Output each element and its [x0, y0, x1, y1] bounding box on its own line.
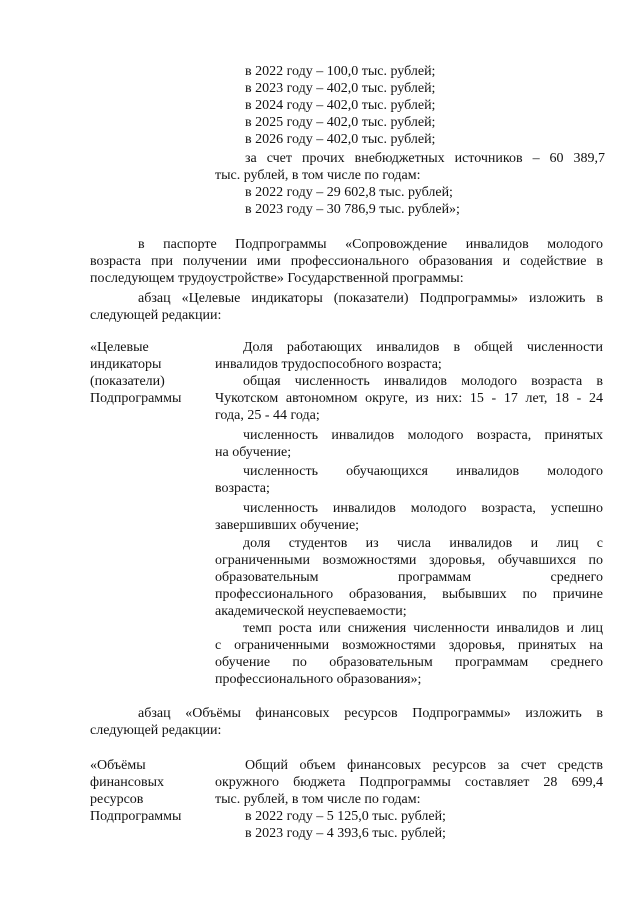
text-line: за счет прочих внебюджетных источников – 60 389,7 — [245, 151, 605, 166]
volumes-line: в 2022 году – 5 125,0 тыс. рублей; — [245, 809, 446, 824]
indicator-line: Доля работающих инвалидов в общей численности — [243, 340, 603, 355]
paragraph-line: абзац «Объёмы финансовых ресурсов Подпрограммы» изложить в — [138, 706, 603, 721]
paragraph-line: в паспорте Подпрограммы «Сопровождение инвалидов молодого — [138, 237, 603, 252]
paragraph-line: следующей редакции: — [90, 308, 222, 323]
text-line: в 2024 году – 402,0 тыс. рублей; — [245, 98, 436, 113]
indicator-line: на обучение; — [215, 445, 292, 460]
indicator-line: доля студентов из числа инвалидов и лиц с — [243, 536, 603, 551]
text-line: в 2022 году – 29 602,8 тыс. рублей; — [245, 185, 453, 200]
volumes-label: Подпрограммы — [90, 809, 182, 824]
indicator-line: профессионального образования, выбывших по причине — [215, 587, 603, 602]
paragraph-line: абзац «Целевые индикаторы (показатели) Подпрограммы» изложить в — [138, 291, 603, 306]
indicator-line: обучение по образовательным программам среднего — [215, 655, 603, 670]
indicator-line: профессионального образования»; — [215, 672, 422, 687]
indicators-label: (показатели) — [90, 374, 165, 389]
indicator-line: образовательным программам среднего — [215, 570, 603, 585]
indicator-line: общая численность инвалидов молодого возраста в — [243, 374, 603, 389]
indicator-line: инвалидов трудоспособного возраста; — [215, 357, 442, 372]
indicator-line: года, 25 - 44 года; — [215, 408, 320, 423]
text-line: в 2026 году – 402,0 тыс. рублей; — [245, 132, 436, 147]
indicators-label: Подпрограммы — [90, 391, 182, 406]
paragraph-line: последующем трудоустройстве» Государственной программы: — [90, 271, 464, 286]
indicator-line: завершивших обучение; — [215, 518, 360, 533]
volumes-label: «Объёмы — [90, 758, 146, 773]
text-line: тыс. рублей, в том числе по годам: — [215, 168, 421, 183]
indicator-line: академической неуспеваемости; — [215, 604, 407, 619]
indicator-line: Чукотском автономном округе, из них: 15 - 17 лет, 18 - 24 — [215, 391, 603, 406]
volumes-label: финансовых — [90, 775, 164, 790]
text-line: в 2023 году – 402,0 тыс. рублей; — [245, 81, 436, 96]
text-line: в 2023 году – 30 786,9 тыс. рублей»; — [245, 202, 460, 217]
paragraph-line: возраста при получении ими профессионального образования и содействие в — [90, 254, 603, 269]
indicators-label: «Целевые — [90, 340, 149, 355]
volumes-label: ресурсов — [90, 792, 144, 807]
indicator-line: возраста; — [215, 481, 270, 496]
text-line: в 2022 году – 100,0 тыс. рублей; — [245, 64, 436, 79]
volumes-line: Общий объем финансовых ресурсов за счет средств — [245, 758, 603, 773]
paragraph-line: следующей редакции: — [90, 723, 222, 738]
indicator-line: темп роста или снижения численности инвалидов и лиц — [243, 621, 603, 636]
indicator-line: численность инвалидов молодого возраста, успешно — [243, 501, 603, 516]
volumes-line: в 2023 году – 4 393,6 тыс. рублей; — [245, 826, 446, 841]
text-line: в 2025 году – 402,0 тыс. рублей; — [245, 115, 436, 130]
indicators-label: индикаторы — [90, 357, 162, 372]
volumes-line: тыс. рублей, в том числе по годам: — [215, 792, 421, 807]
indicator-line: с ограниченными возможностями здоровья, принятых на — [215, 638, 603, 653]
indicator-line: численность обучающихся инвалидов молодого — [243, 464, 603, 479]
indicator-line: численность инвалидов молодого возраста, принятых — [243, 428, 603, 443]
volumes-line: окружного бюджета Подпрограммы составляет 28 699,4 — [215, 775, 603, 790]
indicator-line: ограниченными возможностями здоровья, обучавшихся по — [215, 553, 603, 568]
